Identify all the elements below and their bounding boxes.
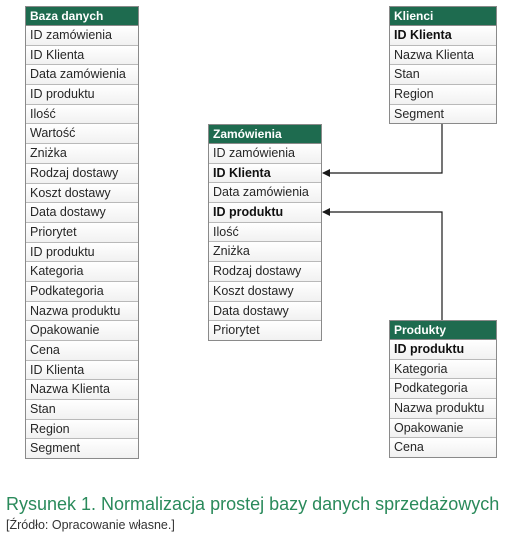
table-header: Klienci: [390, 7, 496, 26]
table-row: Cena: [390, 438, 496, 457]
table-header: Zamówienia: [209, 125, 321, 144]
table-row-key: ID produktu: [390, 340, 496, 360]
table-row: Data zamówienia: [209, 183, 321, 203]
table-row: Cena: [26, 341, 138, 361]
figure-caption: [6, 492, 511, 534]
caption-source: [Źródło: Opracowanie własne.]: [6, 518, 175, 532]
table-row: Kategoria: [26, 262, 138, 282]
table-row: Segment: [26, 439, 138, 458]
table-row: Stan: [26, 400, 138, 420]
table-row: Koszt dostawy: [26, 184, 138, 204]
table-row: Rodzaj dostawy: [209, 262, 321, 282]
table-row: Priorytet: [26, 223, 138, 243]
arrow-produkty-to-zamowienia: [323, 212, 442, 320]
table-row: Zniżka: [26, 144, 138, 164]
table-header: Baza danych: [26, 7, 138, 26]
table-row: Kategoria: [390, 360, 496, 380]
table-row: Data dostawy: [26, 203, 138, 223]
table-row: Podkategoria: [390, 379, 496, 399]
table-row: Opakowanie: [26, 321, 138, 341]
table-row: Nazwa Klienta: [26, 380, 138, 400]
table-row: Region: [26, 420, 138, 440]
table-row: Nazwa produktu: [26, 302, 138, 322]
table-row: Rodzaj dostawy: [26, 164, 138, 184]
caption-title: Rysunek 1. Normalizacja prostej bazy danych sprzedażowych: [6, 494, 500, 514]
table-row: Koszt dostawy: [209, 282, 321, 302]
table-header: Produkty: [390, 321, 496, 340]
table-row: Region: [390, 85, 496, 105]
table-row: Segment: [390, 105, 496, 124]
table-row: ID produktu: [26, 85, 138, 105]
table-row: ID zamówienia: [26, 26, 138, 46]
table-row: ID zamówienia: [209, 144, 321, 164]
table-row: Nazwa Klienta: [390, 46, 496, 66]
table-row: Stan: [390, 65, 496, 85]
table-row-key: ID Klienta: [390, 26, 496, 46]
table-row: Wartość: [26, 124, 138, 144]
table-row: Ilość: [209, 223, 321, 243]
table-row: Data dostawy: [209, 302, 321, 322]
table-row: Zniżka: [209, 242, 321, 262]
table-row-foreign-key: ID produktu: [209, 203, 321, 223]
arrow-klienci-to-zamowienia: [323, 124, 442, 173]
table-row: Nazwa produktu: [390, 399, 496, 419]
table-row-foreign-key: ID Klienta: [209, 164, 321, 184]
table-row: ID produktu: [26, 243, 138, 263]
table-row: Data zamówienia: [26, 65, 138, 85]
table-row: Ilość: [26, 105, 138, 125]
table-row: ID Klienta: [26, 361, 138, 381]
table-row: Podkategoria: [26, 282, 138, 302]
table-row: Priorytet: [209, 321, 321, 340]
table-row: Opakowanie: [390, 419, 496, 439]
table-row: ID Klienta: [26, 46, 138, 66]
